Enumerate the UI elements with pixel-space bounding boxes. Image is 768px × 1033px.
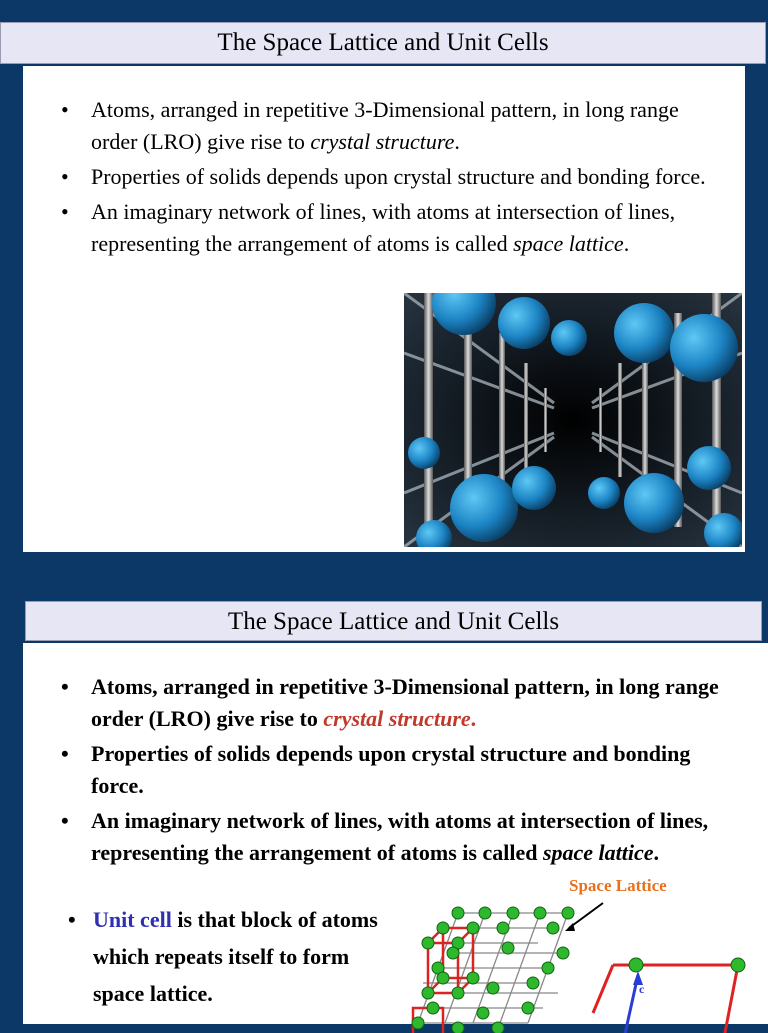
bullet-emphasis: crystal structure <box>323 706 471 731</box>
bullet-icon: • <box>68 907 76 932</box>
bullet-icon: • <box>61 808 69 833</box>
bullet-icon: • <box>61 674 69 699</box>
bullet-text: Properties of solids depends upon crystal structure and bonding force. <box>91 164 706 189</box>
bullet-tail: . <box>454 129 460 154</box>
bullet-text: Properties of solids depends upon crystal structure and bonding force. <box>91 741 691 798</box>
unit-cell-definition <box>68 901 388 1012</box>
bullet-icon: • <box>61 97 69 122</box>
bullet-text: Atoms, arranged in repetitive 3-Dimensional pattern, in long range order (LRO) give rise to <box>91 674 719 731</box>
bullet-tail: . <box>470 706 477 731</box>
slide1-title: The Space Lattice and Unit Cells <box>0 22 766 64</box>
list-item <box>23 738 723 802</box>
bullet-text: An imaginary network of lines, with atoms at intersection of lines, representing the arrangement of atoms is called <box>91 808 709 865</box>
slide2-bullet-list <box>23 671 723 872</box>
bullet-emphasis: space lattice <box>542 840 654 865</box>
bullet-text: An imaginary network of lines, with atoms at intersection of lines, representing the arrangement of atoms is called <box>91 199 676 256</box>
bullet-text: Atoms, arranged in repetitive 3-Dimensional pattern, in long range order (LRO) give rise to <box>91 97 679 154</box>
bullet-tail: . <box>653 840 660 865</box>
list-item <box>23 671 723 735</box>
slide2-body <box>23 643 768 1024</box>
unit-cell-text: is that block of atoms which repeats itself to form space lattice. <box>93 907 378 1006</box>
bullet-tail: . <box>623 231 630 256</box>
lattice-photo <box>404 293 742 547</box>
space-lattice-label: Space Lattice <box>569 876 667 895</box>
bullet-emphasis: space lattice <box>513 231 624 256</box>
slide1-body <box>23 66 745 552</box>
list-item <box>23 161 723 193</box>
list-item <box>23 196 723 260</box>
list-item <box>23 805 723 869</box>
slide1-bullet-list <box>23 94 723 263</box>
c-axis-label: c <box>639 982 645 996</box>
unit-cell-term: Unit cell <box>93 907 172 932</box>
unit-cell-diagram <box>563 953 763 1033</box>
slide2-title: The Space Lattice and Unit Cells <box>25 601 762 641</box>
bullet-icon: • <box>61 741 69 766</box>
bullet-icon: • <box>61 199 69 224</box>
space-lattice-diagram <box>403 933 583 1033</box>
list-item <box>23 94 723 158</box>
bullet-icon: • <box>61 164 69 189</box>
bullet-emphasis: crystal structure <box>310 129 455 154</box>
